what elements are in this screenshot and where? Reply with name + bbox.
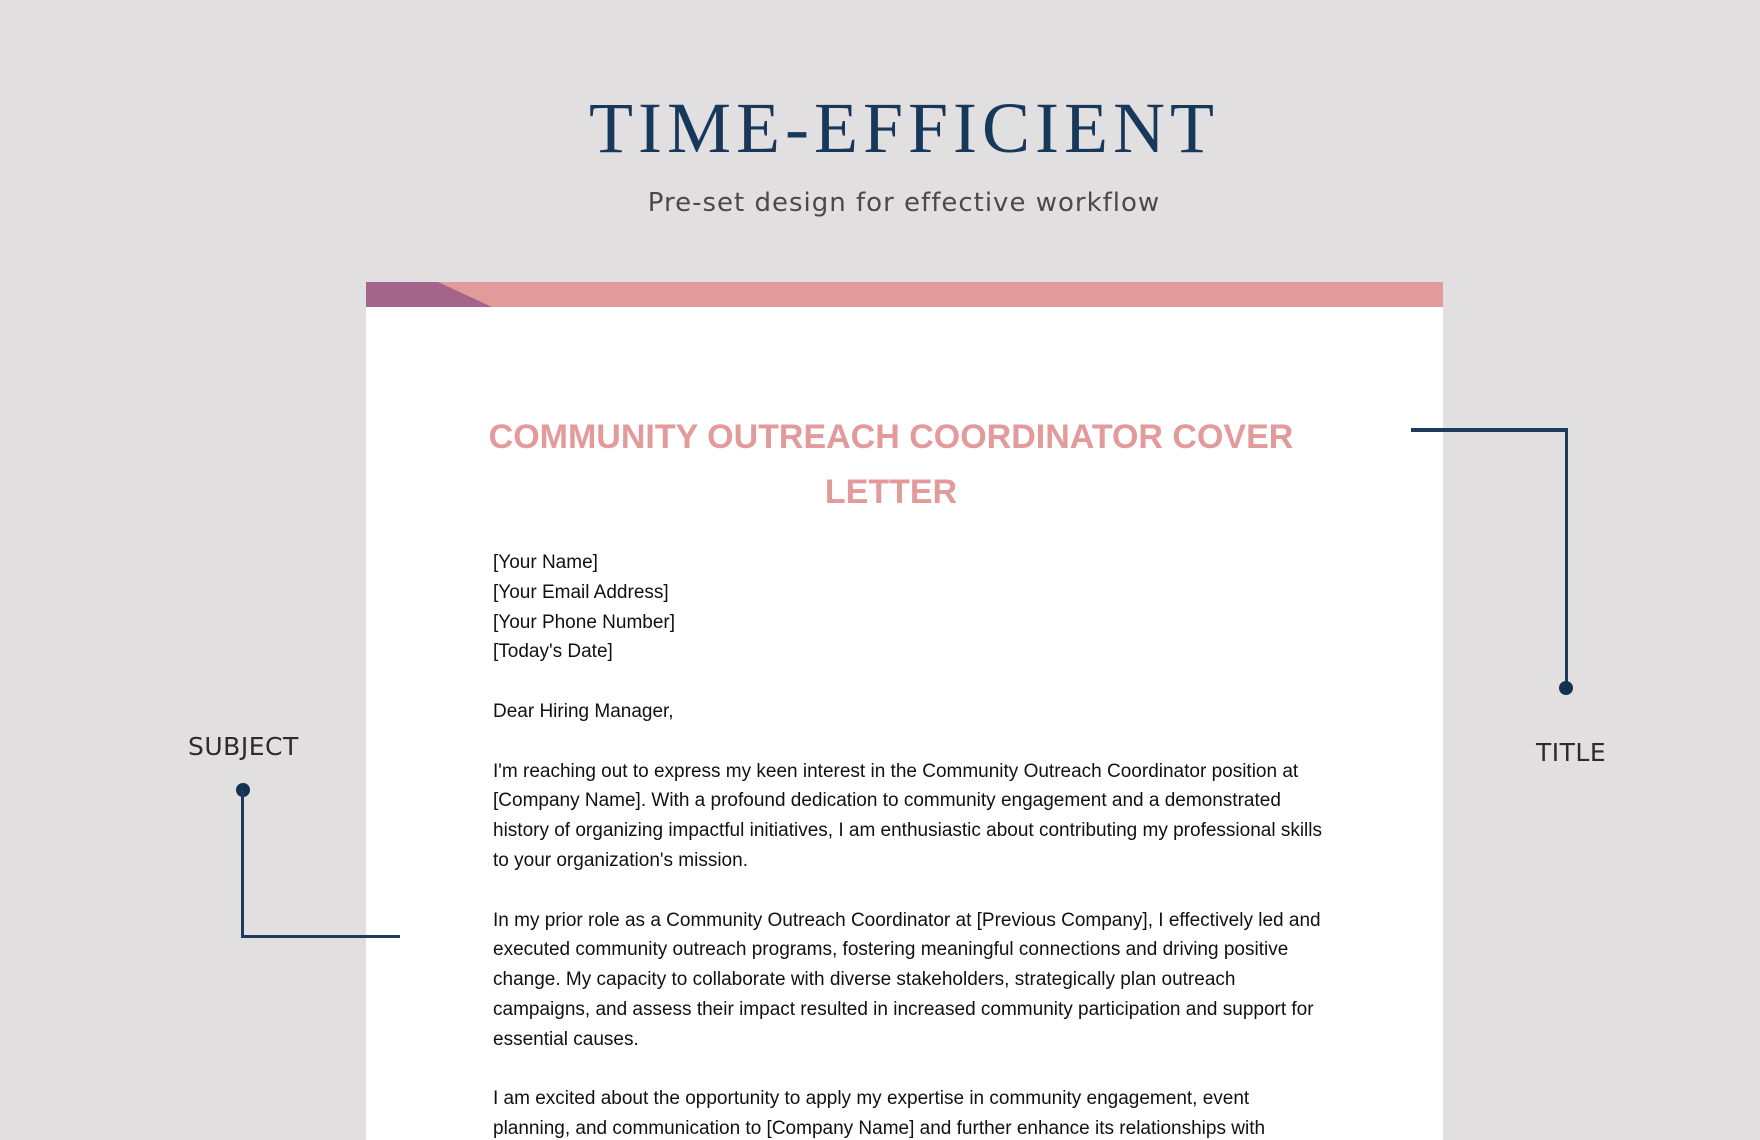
subject-callout-label: SUBJECT xyxy=(188,732,299,761)
subject-callout-line-horizontal xyxy=(241,935,400,938)
sender-date: [Today's Date] xyxy=(493,641,613,663)
hero-title: TIME-EFFICIENT xyxy=(589,88,1219,168)
letter-body xyxy=(493,548,1323,1140)
letter-page xyxy=(366,282,1443,1140)
title-callout-label: TITLE xyxy=(1536,738,1607,767)
sender-name: [Your Name] xyxy=(493,552,598,573)
body-paragraph-3: I am excited about the opportunity to apply my expertise in community engagement, event planning, and communication to [Company Name] and further enhance its relationships with xyxy=(493,1088,1266,1140)
salutation: Dear Hiring Manager, xyxy=(493,700,674,722)
header-band xyxy=(366,282,1443,307)
subject-callout-line-vertical xyxy=(241,790,244,938)
body-paragraph-2: In my prior role as a Community Outreach Coordinator at [Previous Company], I effectively led and executed community outreach programs, fostering meaningful connections and driving positive change. My capacity to collaborate with diverse stakeholders, strategically plan outreach campaigns, and assess their impact resulted in increased community participation and support for essential causes. xyxy=(493,909,1321,1050)
title-callout-dot xyxy=(1559,681,1573,695)
sender-email: [Your Email Address] xyxy=(493,581,669,603)
title-callout-line-vertical xyxy=(1565,428,1568,684)
sender-block xyxy=(493,548,1323,667)
hero-subtitle: Pre-set design for effective workflow xyxy=(647,188,1161,218)
sender-phone: [Your Phone Number] xyxy=(493,611,676,633)
body-paragraph-1: I'm reaching out to express my keen interest in the Community Outreach Coordinator position at [Company Name]. With a profound dedication to community engagement and a demonstrated history of organizing impactful initiatives, I am enthusiastic about contributing my professional skills to your organization's mission. xyxy=(493,760,1322,871)
title-callout-line-horizontal xyxy=(1411,428,1568,432)
letter-title: COMMUNITY OUTREACH COORDINATOR COVER LETTER xyxy=(488,418,1294,511)
